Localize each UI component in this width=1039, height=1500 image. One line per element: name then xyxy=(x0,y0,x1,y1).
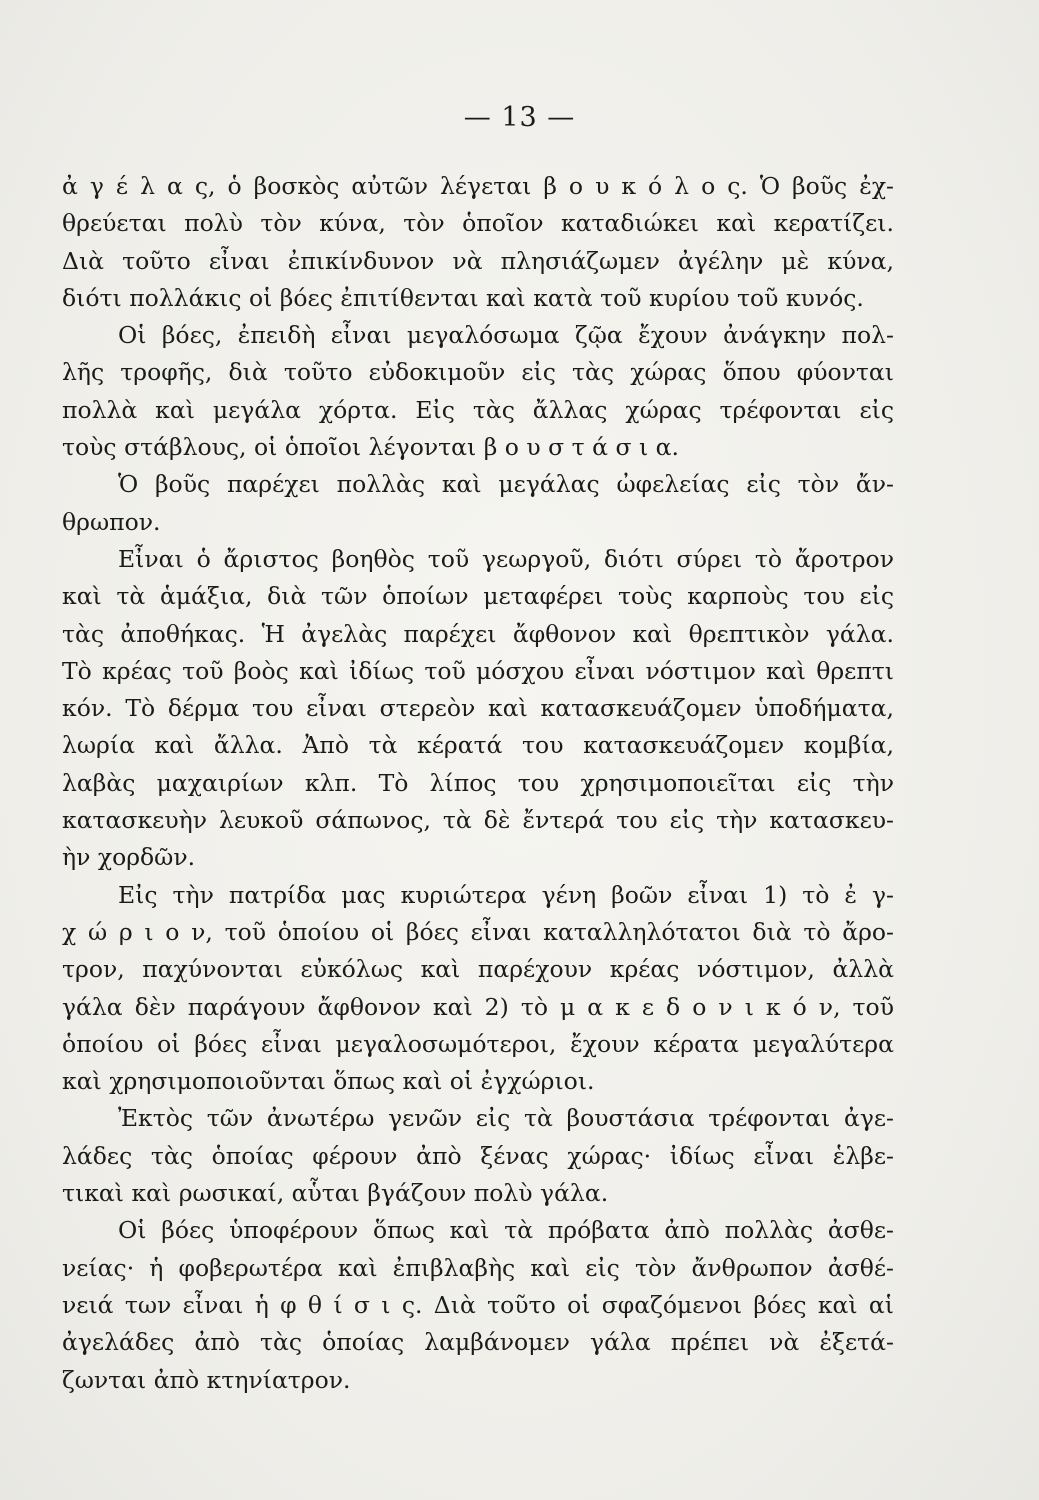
text-line: θρωπον. xyxy=(62,507,161,536)
text-line: λῆς τροφῆς, διὰ τοῦτο εὐδοκιμοῦν εἰς τὰς χώρας ὅπου φύονται xyxy=(62,358,894,387)
text-line: Ὁ βοῦς παρέχει πολλὰς καὶ μεγάλας ὠφελείας εἰς τὸν ἄν- xyxy=(118,470,894,499)
text-line: τοὺς στάβλους, οἱ ὁποῖοι λέγονται β ο υ σ τ ά σ ι α. xyxy=(62,433,680,462)
text-line: λωρία καὶ ἄλλα. Ἀπὸ τὰ κέρατά του κατασκευάζομεν κομβία, xyxy=(62,731,894,760)
text-line: ὁποίου οἱ βόες εἶναι μεγαλοσωμότεροι, ἔχουν κέρατα μεγαλύτερα xyxy=(62,1029,894,1058)
text-line: Διὰ τοῦτο εἶναι ἐπικίνδυνον νὰ πλησιάζωμεν ἀγέλην μὲ κύνα, xyxy=(62,246,894,275)
text-line: ἀ γ έ λ α ς, ὁ βοσκὸς αὐτῶν λέγεται β ο υ κ ό λ ο ς. Ὁ βοῦς ἐχ- xyxy=(62,172,894,200)
text-line: νειά των εἶναι ἡ φ θ ί σ ι ς. Διὰ τοῦτο οἱ σφαζόμενοι βόες καὶ αἱ xyxy=(62,1290,894,1319)
text-line: Τὸ κρέας τοῦ βοὸς καὶ ἰδίως τοῦ μόσχου εἶναι νόστιμον καὶ θρεπτι xyxy=(62,656,894,685)
text-line: διότι πολλάκις οἱ βόες ἐπιτίθενται καὶ κατὰ τοῦ κυρίου τοῦ κυνός. xyxy=(62,283,864,312)
page-number: — 13 — xyxy=(463,102,576,133)
text-line: καὶ τὰ ἁμάξια, διὰ τῶν ὁποίων μεταφέρει τοὺς καρποὺς του εἰς xyxy=(62,582,894,611)
text-line: λαβὰς μαχαιρίων κλπ. Τὸ λίπος του χρησιμοποιεῖται εἰς τὴν xyxy=(62,768,894,797)
text-line: κατασκευὴν λευκοῦ σάπωνος, τὰ δὲ ἔντερά του εἰς τὴν κατασκευ- xyxy=(62,806,894,835)
text-line: Ἐκτὸς τῶν ἀνωτέρω γενῶν εἰς τὰ βουστάσια τρέφονται ἀγε- xyxy=(118,1104,894,1133)
text-line: λάδες τὰς ὁποίας φέρουν ἀπὸ ξένας χώρας· ἰδίως εἶναι ἑλβε- xyxy=(62,1141,894,1170)
text-line: καὶ χρησιμοποιοῦνται ὅπως καὶ οἱ ἐγχώριοι. xyxy=(62,1067,595,1096)
text-line: Οἱ βόες ὑποφέρουν ὅπως καὶ τὰ πρόβατα ἀπὸ πολλὰς ἀσθε- xyxy=(118,1216,894,1245)
text-line: πολλὰ καὶ μεγάλα χόρτα. Εἰς τὰς ἄλλας χώρας τρέφονται εἰς xyxy=(62,395,894,424)
text-line: Εἶναι ὁ ἄριστος βοηθὸς τοῦ γεωργοῦ, διότι σύρει τὸ ἄροτρον xyxy=(118,544,894,573)
text-line: τικαὶ καὶ ρωσικαί, αὗται βγάζουν πολὺ γάλα. xyxy=(62,1179,609,1208)
text-line: ζωνται ἀπὸ κτηνίατρον. xyxy=(62,1365,351,1394)
text-line: κόν. Τὸ δέρμα του εἶναι στερεὸν καὶ κατασκευάζομεν ὑποδήματα, xyxy=(62,694,894,723)
text-line: Εἰς τὴν πατρίδα μας κυριώτερα γένη βοῶν εἶναι 1) τὸ ἐ γ- xyxy=(118,880,894,909)
text-line: θρεύεται πολὺ τὸν κύνα, τὸν ὁποῖον καταδιώκει καὶ κερατίζει. xyxy=(62,209,894,238)
text-line: χ ώ ρ ι ο ν, τοῦ ὁποίου οἱ βόες εἶναι καταλληλότατοι διὰ τὸ ἄρο- xyxy=(62,917,894,946)
text-line: νείας· ἡ φοβερωτέρα καὶ ἐπιβλαβὴς καὶ εἰς τὸν ἄνθρωπον ἀσθέ- xyxy=(62,1253,894,1282)
text-line: γάλα δὲν παράγουν ἄφθονον καὶ 2) τὸ μ α κ ε δ ο ν ι κ ό ν, τοῦ xyxy=(62,992,894,1021)
text-line: ὴν χορδῶν. xyxy=(62,843,196,872)
text-line: ἀγελάδες ἀπὸ τὰς ὁποίας λαμβάνομεν γάλα πρέπει νὰ ἐξετά- xyxy=(62,1328,894,1357)
text-line: Οἱ βόες, ἐπειδὴ εἶναι μεγαλόσωμα ζῷα ἔχουν ἀνάγκην πολ- xyxy=(118,321,894,350)
text-line: τὰς ἀποθήκας. Ἡ ἀγελὰς παρέχει ἄφθονον καὶ θρεπτικὸν γάλα. xyxy=(62,619,894,648)
text-line: τρον, παχύνονται εὐκόλως καὶ παρέχουν κρέας νόστιμον, ἀλλὰ xyxy=(62,955,894,984)
body-text xyxy=(62,168,894,1399)
